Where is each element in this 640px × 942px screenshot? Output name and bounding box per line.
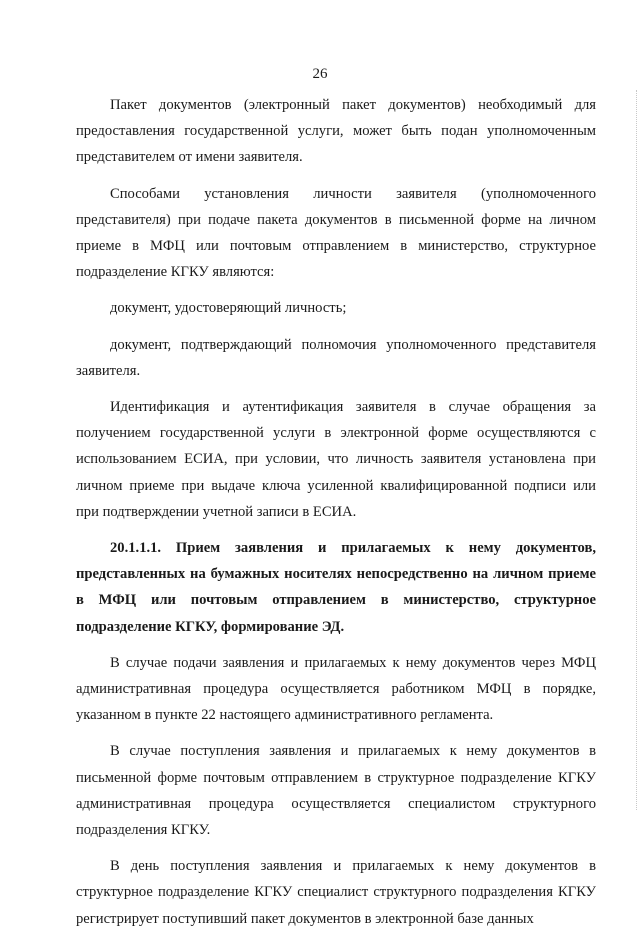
subsection-heading-20-1-1-1: 20.1.1.1. Прием заявления и прилагаемых к нему документов, представленных на бумажных носителях непосредственно на личном приеме в МФЦ или почтовым отправлением в министерство, структурное подразделение КГКУ, формирование ЭД. <box>76 540 596 635</box>
paragraph-representative: Пакет документов (электронный пакет документов) необходимый для предоставления государственной услуги, может быть подан уполномоченным представителем от имени заявителя. <box>76 97 596 166</box>
paragraph-identification-methods: Способами установления личности заявителя (уполномоченного представителя) при подаче пакета документов в письменной форме на личном приеме в МФЦ или почтовым отправлением в министерство, структурное подразделение КГКУ являются: <box>76 185 596 281</box>
paragraph-authority-document: документ, подтверждающий полномочия уполномоченного представителя заявителя. <box>76 336 596 379</box>
paragraph-esia-authentication: Идентификация и аутентификация заявителя в случае обращения за получением государственной услуги в электронной форме осуществляются с использованием ЕСИА, при условии, что личность заявителя установлена при личном приеме при выдаче ключа усиленной квалифицированной подписи или при подтверждении учетной записи в ЕСИА. <box>76 399 596 520</box>
paragraph-identity-document: документ, удостоверяющий личность; <box>110 300 347 317</box>
paragraph-postal-procedure: В случае поступления заявления и прилагаемых к нему документов в письменной форме почтовым отправлением в структурное подразделение КГКУ административная процедура осуществляется специалистом структурного подразделения КГКУ. <box>76 743 596 839</box>
page-number: 26 <box>312 66 328 82</box>
scan-edge-artifact <box>635 90 637 810</box>
paragraph-mfc-procedure: В случае подачи заявления и прилагаемых к нему документов через МФЦ административная процедура осуществляется работником МФЦ в порядке, указанном в пункте 22 настоящего административного регламента. <box>76 654 596 724</box>
document-body <box>76 92 596 942</box>
paragraph-registration-day: В день поступления заявления и прилагаемых к нему документов в структурное подразделение КГКУ специалист структурного подразделения КГКУ регистрирует поступивший пакет документов в электронной базе данных <box>76 858 596 927</box>
